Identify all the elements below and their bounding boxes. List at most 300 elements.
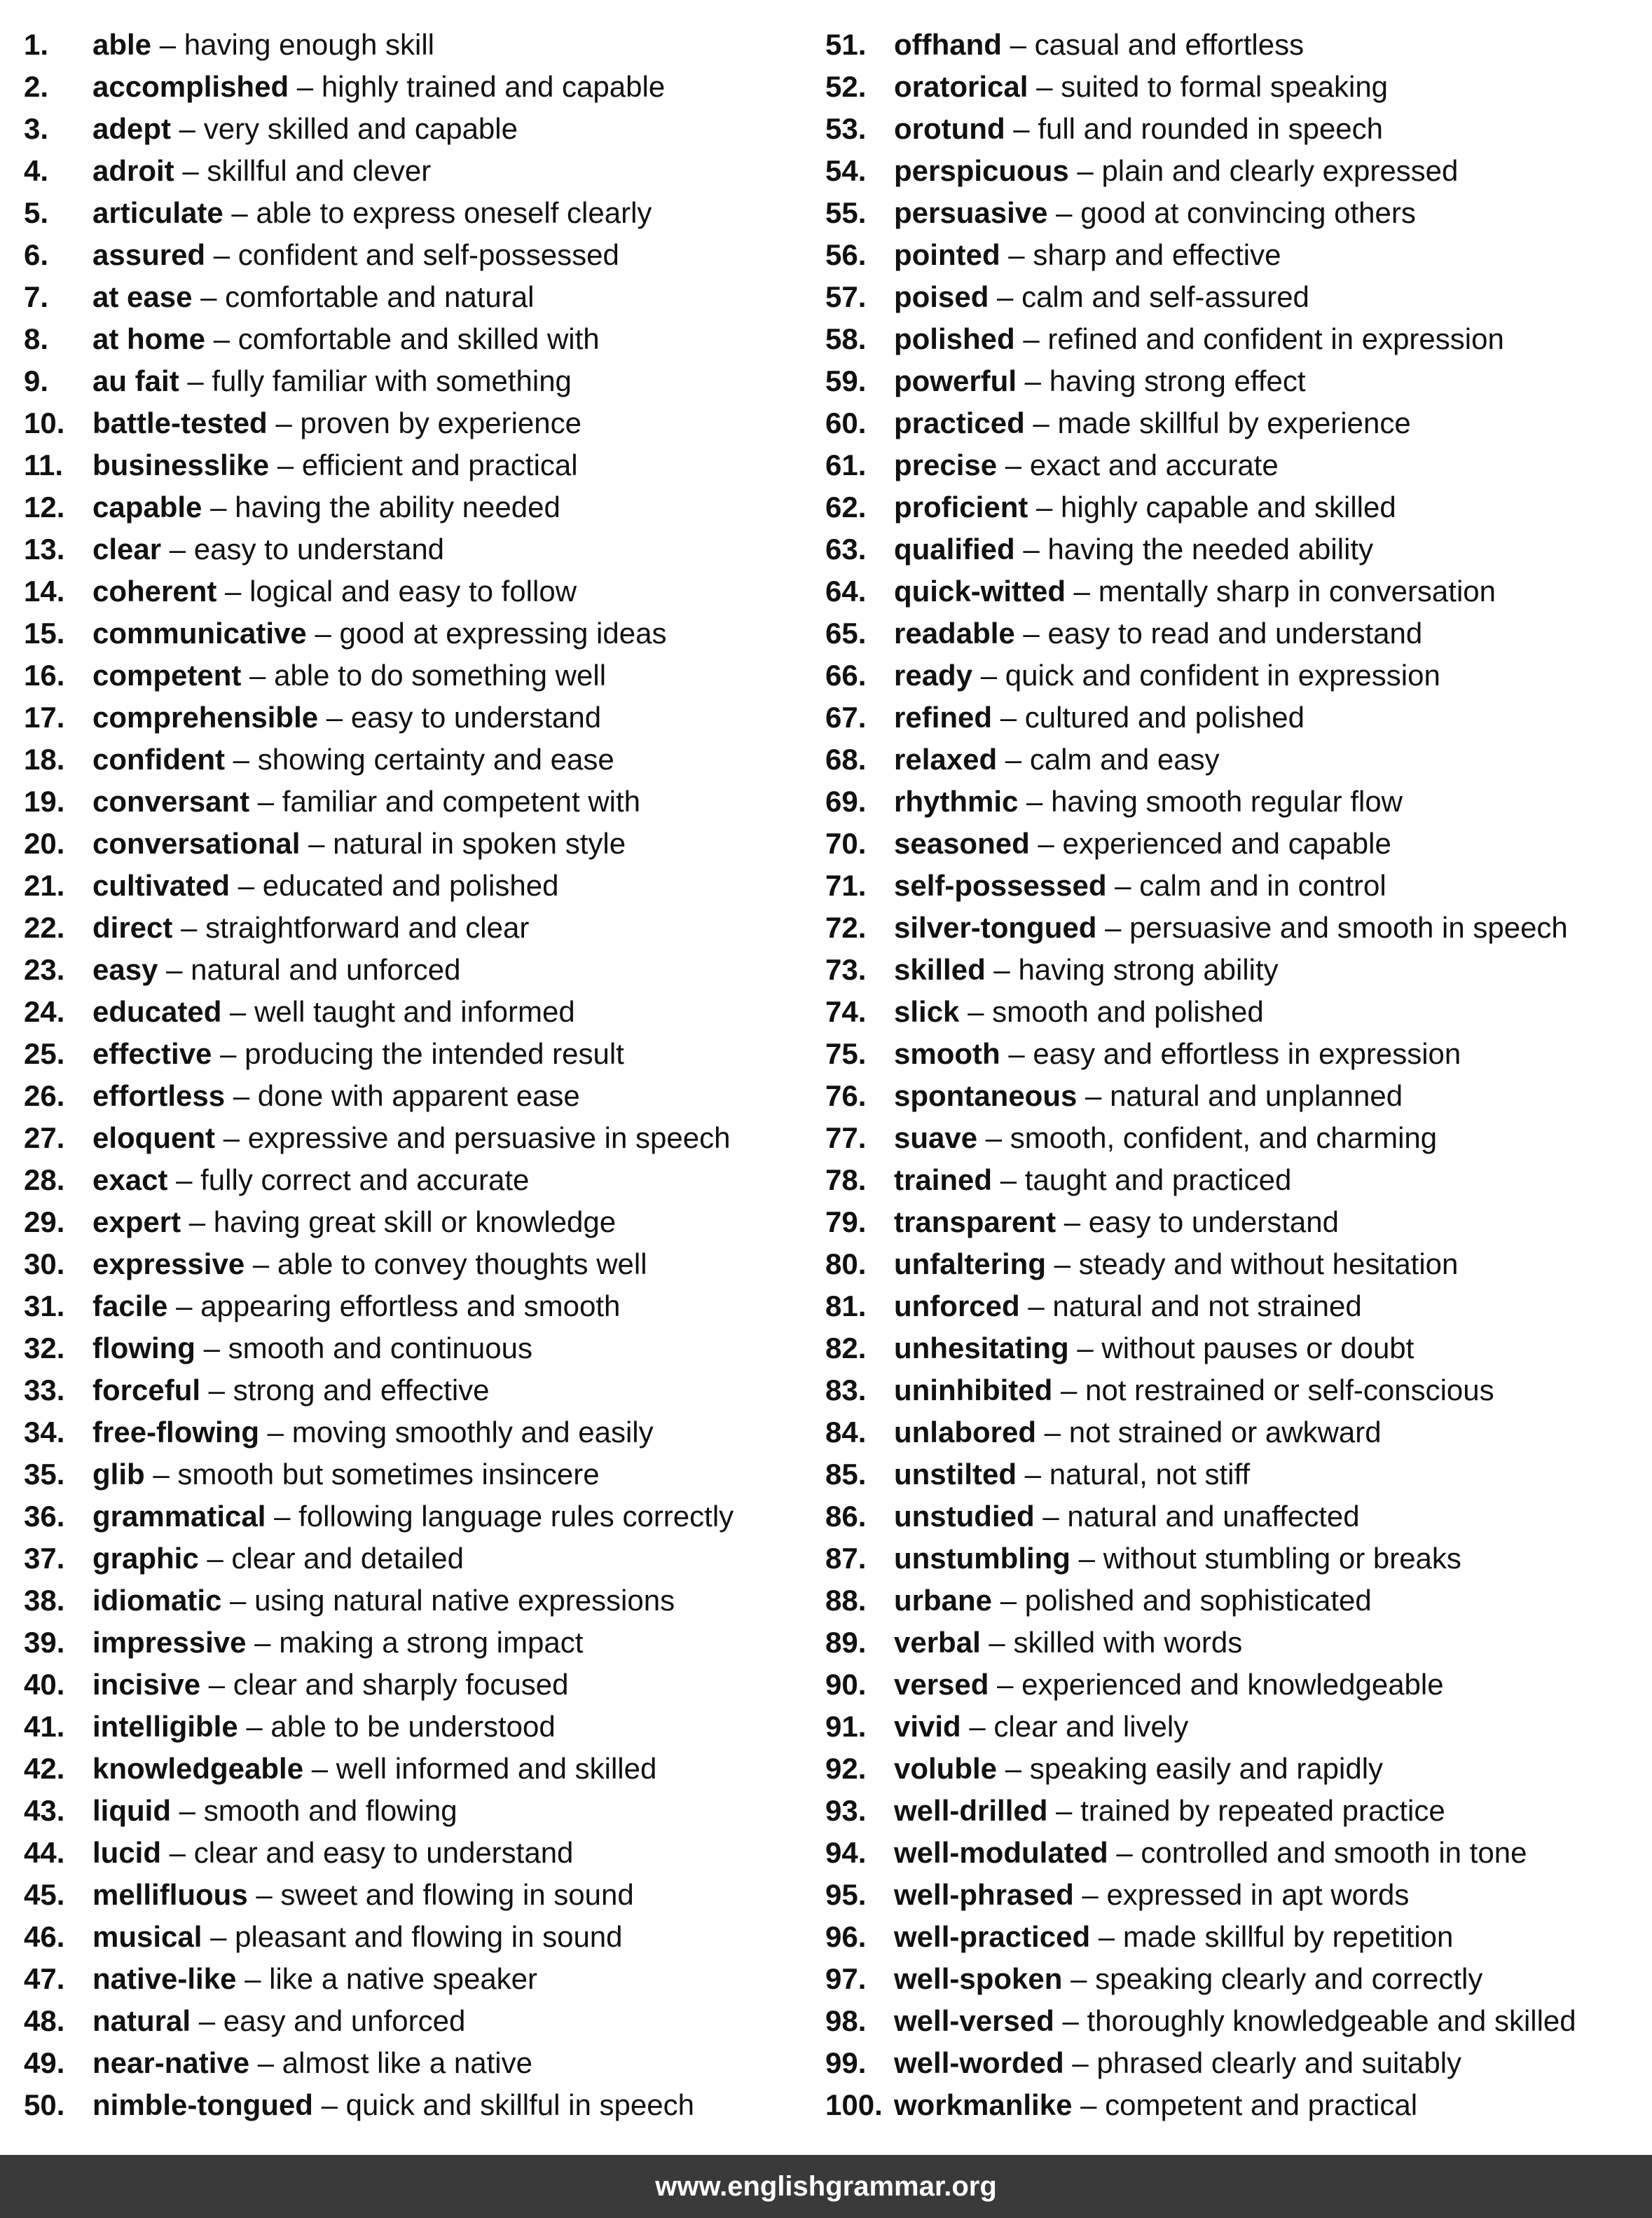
entry-number: 31. [24,1289,65,1322]
entry-definition: sweet and flowing in sound [280,1878,634,1911]
entry-term: well-versed [894,2004,1054,2037]
entry-definition: competent and practical [1105,2088,1418,2121]
entry-separator: – [1029,827,1063,860]
entry-separator: – [1064,2046,1097,2079]
entry-term: adroit [92,154,174,187]
entry-number: 62. [825,491,867,523]
entry-term: musical [92,1920,202,1953]
entry-separator: – [318,701,351,734]
list-item [825,1117,1652,1159]
entry-number: 28. [24,1163,65,1196]
entry-definition: experienced and capable [1062,827,1391,860]
entry-term: liquid [92,1794,171,1827]
entry-definition: easy and unforced [223,2004,466,2037]
list-item [24,739,815,781]
entry-definition: producing the intended result [245,1037,624,1070]
entry-term: conversational [92,827,301,860]
entry-number: 39. [24,1626,65,1659]
entry-term: refined [894,701,993,734]
entry-definition: speaking clearly and correctly [1095,1962,1483,1995]
entry-definition: suited to formal speaking [1061,70,1389,103]
entry-separator: – [238,1710,271,1743]
entry-number: 79. [825,1205,867,1238]
list-item [24,402,815,444]
list-item [24,360,815,402]
entry-definition: expressive and persuasive in speech [247,1121,731,1154]
entry-term: lucid [92,1836,162,1869]
entry-definition: highly trained and capable [321,70,666,103]
entry-term: mellifluous [92,1878,248,1911]
entry-definition: very skilled and capable [203,112,518,145]
entry-number: 82. [825,1332,867,1364]
list-item [825,1369,1652,1411]
entry-definition: fully familiar with something [212,364,572,397]
list-item [24,24,815,66]
list-item [825,949,1652,991]
entry-definition: made skillful by experience [1057,406,1411,439]
entry-number: 71. [825,869,867,902]
entry-number: 20. [24,827,65,860]
entry-definition: able to convey thoughts well [277,1247,647,1280]
entry-number: 78. [825,1163,867,1196]
entry-term: accomplished [92,70,289,103]
list-item [825,1832,1652,1874]
entry-term: communicative [92,617,307,650]
entry-separator: – [247,1878,281,1911]
entry-separator: – [1108,1836,1141,1869]
entry-term: grammatical [92,1500,266,1533]
entry-term: transparent [894,1205,1056,1238]
entry-number: 97. [825,1962,867,1995]
entry-definition: skilled with words [1013,1626,1243,1659]
entry-separator: – [241,659,275,692]
entry-definition: taught and practiced [1024,1163,1292,1196]
list-item [825,2000,1652,2042]
entry-term: forceful [92,1374,201,1406]
entry-separator: – [1014,533,1048,566]
entry-term: native-like [92,1962,237,1995]
entry-number: 67. [825,701,867,734]
entry-definition: easy to read and understand [1047,617,1423,650]
list-item [825,24,1652,66]
entry-number: 66. [825,659,867,692]
entry-term: unstudied [894,1500,1035,1533]
entry-separator: – [1047,196,1081,229]
entry-number: 98. [825,2004,867,2037]
entry-term: well-drilled [894,1794,1048,1827]
entry-separator: – [303,1752,336,1785]
list-item [24,1538,815,1580]
entry-definition: natural, not stiff [1049,1458,1251,1491]
list-item [24,66,815,108]
list-item [825,1874,1652,1916]
entry-separator: – [223,196,256,229]
entry-definition: like a native speaker [269,1962,538,1995]
entry-separator: – [1068,154,1102,187]
entry-term: well-spoken [894,1962,1063,1995]
entry-separator: – [1073,1878,1107,1911]
entry-number: 94. [825,1836,867,1869]
entry-separator: – [959,995,993,1028]
entry-definition: smooth and polished [992,995,1264,1028]
list-item [825,108,1652,150]
entry-term: unlabored [894,1416,1037,1449]
list-item [825,2084,1652,2126]
list-item [24,234,815,276]
entry-separator: – [161,533,194,566]
entry-term: eloquent [92,1121,215,1154]
entry-term: trained [894,1163,993,1196]
list-item [825,276,1652,318]
entry-definition: clear and easy to understand [193,1836,574,1869]
entry-term: direct [92,911,173,944]
list-item [24,1075,815,1117]
entry-separator: – [989,280,1022,313]
entry-separator: – [1014,617,1048,650]
entry-term: well-phrased [894,1878,1074,1911]
entry-number: 11. [24,449,64,481]
entry-term: well-practiced [894,1920,1091,1953]
entry-number: 54. [825,154,867,187]
list-item [825,1075,1652,1117]
list-item [24,1958,815,2000]
list-item [825,655,1652,697]
list-item [825,318,1652,360]
list-item [24,991,815,1033]
entry-term: idiomatic [92,1584,222,1617]
entry-definition: not strained or awkward [1068,1416,1382,1449]
entry-definition: able to express oneself clearly [256,196,652,229]
list-item [825,991,1652,1033]
entry-definition: well taught and informed [254,995,575,1028]
entry-definition: having enough skill [184,28,434,61]
list-item [24,486,815,528]
entry-number: 83. [825,1374,867,1406]
entry-term: slick [894,995,960,1028]
entry-separator: – [269,449,302,481]
entry-term: capable [92,491,202,523]
list-item [24,697,815,739]
list-item [825,1538,1652,1580]
entry-separator: – [230,869,263,902]
list-item [24,1874,815,1916]
word-list-left-column [24,24,815,2126]
entry-number: 63. [825,533,867,566]
list-item [24,1453,815,1495]
list-item [825,1958,1652,2000]
entry-term: au fait [92,364,179,397]
list-item [24,318,815,360]
entry-number: 15. [24,617,65,650]
entry-separator: – [1019,1289,1053,1322]
entry-number: 70. [825,827,867,860]
entry-term: unfaltering [894,1247,1046,1280]
entry-number: 7. [24,280,49,313]
entry-definition: refined and confident in expression [1047,322,1504,355]
entry-number: 16. [24,659,65,692]
list-item [24,444,815,486]
entry-term: well-modulated [894,1836,1108,1869]
list-item [825,234,1652,276]
list-item [825,1622,1652,1664]
entry-separator: – [985,953,1019,986]
entry-separator: – [1001,28,1035,61]
entry-definition: phrased clearly and suitably [1096,2046,1462,2079]
entry-separator: – [200,1374,233,1406]
entry-number: 8. [24,322,49,355]
entry-term: assured [92,238,206,271]
entry-definition: without pauses or doubt [1101,1332,1414,1364]
entry-definition: natural and unforced [191,953,461,986]
entry-number: 76. [825,1079,867,1112]
entry-separator: – [1036,1416,1069,1449]
entry-separator: – [151,28,184,61]
list-item [24,1580,815,1622]
entry-separator: – [997,743,1030,776]
entry-number: 86. [825,1500,867,1533]
entry-definition: clear and detailed [231,1542,464,1575]
list-item [825,1285,1652,1327]
entry-term: readable [894,617,1015,650]
entry-separator: – [312,2088,346,2121]
entry-definition: easy to understand [193,533,445,566]
list-item [825,739,1652,781]
entry-term: unforced [894,1289,1020,1322]
entry-term: confident [92,743,225,776]
entry-number: 10. [24,406,65,439]
list-item [825,2042,1652,2084]
entry-term: practiced [894,406,1025,439]
list-item [24,1706,815,1748]
entry-definition: experienced and knowledgeable [1021,1668,1444,1701]
entry-definition: plain and clearly expressed [1101,154,1459,187]
entry-term: flowing [92,1332,195,1364]
entry-definition: highly capable and skilled [1061,491,1396,523]
entry-definition: controlled and smooth in tone [1141,1836,1527,1869]
entry-number: 34. [24,1416,65,1449]
list-item [825,528,1652,570]
entry-separator: – [161,1836,194,1869]
entry-term: silver-tongued [894,911,1097,944]
list-item [825,192,1652,234]
entry-separator: – [1096,911,1130,944]
entry-definition: having smooth regular flow [1051,785,1403,818]
entry-separator: – [198,1542,232,1575]
entry-definition: logical and easy to follow [249,575,577,608]
entry-term: facile [92,1289,168,1322]
entry-number: 96. [825,1920,867,1953]
entry-separator: – [1024,406,1058,439]
entry-term: competent [92,659,242,692]
entry-term: orotund [894,112,1005,145]
entry-term: natural [92,2004,191,2037]
entry-number: 49. [24,2046,65,2079]
entry-definition: familiar and competent with [282,785,641,818]
list-item [825,1201,1652,1243]
entry-number: 44. [24,1836,65,1869]
list-item [825,1453,1652,1495]
entry-term: proficient [894,491,1028,523]
entry-separator: – [181,1205,214,1238]
entry-separator: – [972,659,1005,692]
list-item [24,1748,815,1790]
entry-separator: – [1028,491,1061,523]
entry-definition: pleasant and flowing in sound [235,1920,623,1953]
word-list-right-column [825,24,1652,2126]
entry-number: 17. [24,701,65,734]
entry-term: self-possessed [894,869,1107,902]
list-item [825,570,1652,612]
entry-number: 43. [24,1794,65,1827]
entry-term: cultivated [92,869,230,902]
list-item [24,1201,815,1243]
entry-separator: – [306,617,340,650]
entry-separator: – [1106,869,1140,902]
entry-number: 53. [825,112,867,145]
entry-term: near-native [92,2046,250,2079]
entry-definition: smooth, confident, and charming [1010,1121,1438,1154]
entry-number: 72. [825,911,867,944]
entry-number: 99. [825,2046,867,2079]
entry-definition: moving smoothly and easily [291,1416,654,1449]
entry-term: at ease [92,280,193,313]
entry-term: at home [92,322,206,355]
entry-number: 87. [825,1542,867,1575]
entry-separator: – [225,1079,258,1112]
entry-separator: – [989,1668,1022,1701]
entry-term: poised [894,280,989,313]
entry-number: 32. [24,1332,65,1364]
entry-number: 37. [24,1542,65,1575]
entry-number: 65. [825,617,867,650]
entry-separator: – [1028,70,1061,103]
list-item [24,2084,815,2126]
entry-definition: steady and without hesitation [1078,1247,1459,1280]
entry-number: 30. [24,1247,65,1280]
entry-term: intelligible [92,1710,238,1743]
entry-number: 25. [24,1037,65,1070]
entry-term: smooth [894,1037,1000,1070]
entry-term: nimble-tongued [92,2088,313,2121]
list-item [825,1706,1652,1748]
entry-definition: following language rules correctly [298,1500,734,1533]
entry-separator: – [1066,575,1099,608]
entry-separator: – [267,406,301,439]
list-item [825,1327,1652,1369]
list-item [825,1916,1652,1958]
entry-separator: – [1056,1205,1089,1238]
entry-separator: – [1017,364,1049,397]
entry-term: rhythmic [894,785,1019,818]
entry-number: 91. [825,1710,867,1743]
entry-number: 40. [24,1668,65,1701]
list-item [24,2042,815,2084]
entry-term: relaxed [894,743,998,776]
entry-term: clear [92,533,162,566]
entry-number: 18. [24,743,65,776]
entry-definition: confident and self-possessed [238,238,619,271]
entry-term: urbane [894,1584,993,1617]
entry-term: effective [92,1037,212,1070]
entry-separator: – [1017,1458,1049,1491]
entry-definition: natural and unplanned [1110,1079,1403,1112]
entry-separator: – [259,1416,292,1449]
entry-number: 89. [825,1626,867,1659]
entry-term: impressive [92,1626,247,1659]
entry-term: voluble [894,1752,998,1785]
list-item [24,781,815,823]
list-item [825,823,1652,865]
entry-definition: expressed in apt words [1106,1878,1410,1911]
entry-definition: trained by repeated practice [1080,1794,1445,1827]
entry-definition: smooth and flowing [203,1794,457,1827]
entry-number: 6. [24,238,49,271]
entry-definition: polished and sophisticated [1024,1584,1372,1617]
entry-number: 88. [825,1584,867,1617]
entry-separator: – [221,995,255,1028]
list-item [24,1369,815,1411]
entry-definition: having the needed ability [1047,533,1374,566]
entry-number: 26. [24,1079,65,1112]
entry-term: expressive [92,1247,245,1280]
entry-definition: having strong effect [1049,364,1306,397]
entry-separator: – [992,1584,1025,1617]
entry-term: perspicuous [894,154,1069,187]
entry-term: comprehensible [92,701,319,734]
entry-number: 2. [24,70,49,103]
list-item [825,1748,1652,1790]
entry-number: 61. [825,449,867,481]
entry-definition: quick and confident in expression [1005,659,1440,692]
entry-number: 13. [24,533,65,566]
entry-number: 12. [24,491,65,523]
entry-term: knowledgeable [92,1752,304,1785]
entry-separator: – [191,2004,223,2037]
entry-number: 50. [24,2088,65,2121]
entry-definition: exact and accurate [1029,449,1279,481]
entry-definition: comfortable and skilled with [238,322,600,355]
list-item [24,1411,815,1453]
entry-term: unhesitating [894,1332,1069,1364]
entry-number: 80. [825,1247,867,1280]
entry-separator: – [212,1037,245,1070]
entry-separator: – [192,280,226,313]
entry-separator: – [1014,322,1048,355]
entry-definition: comfortable and natural [225,280,535,313]
entry-term: expert [92,1205,181,1238]
entry-separator: – [1046,1247,1079,1280]
list-item [825,1580,1652,1622]
entry-number: 45. [24,1878,65,1911]
entry-separator: – [1077,1079,1110,1112]
footer-url[interactable]: www.englishgrammar.org [655,2170,997,2202]
entry-separator: – [172,911,206,944]
list-item [24,2000,815,2042]
entry-separator: – [997,1752,1030,1785]
entry-definition: able to be understood [270,1710,556,1743]
entry-separator: – [1018,785,1052,818]
entry-number: 74. [825,995,867,1028]
entry-separator: – [170,1794,204,1827]
entry-number: 46. [24,1920,65,1953]
entry-term: workmanlike [894,2088,1073,2121]
entry-number: 9. [24,364,49,397]
entry-separator: – [179,364,212,397]
entry-separator: – [1054,2004,1087,2037]
entry-term: easy [92,953,158,986]
entry-term: unstumbling [894,1542,1071,1575]
entry-separator: – [1000,238,1033,271]
